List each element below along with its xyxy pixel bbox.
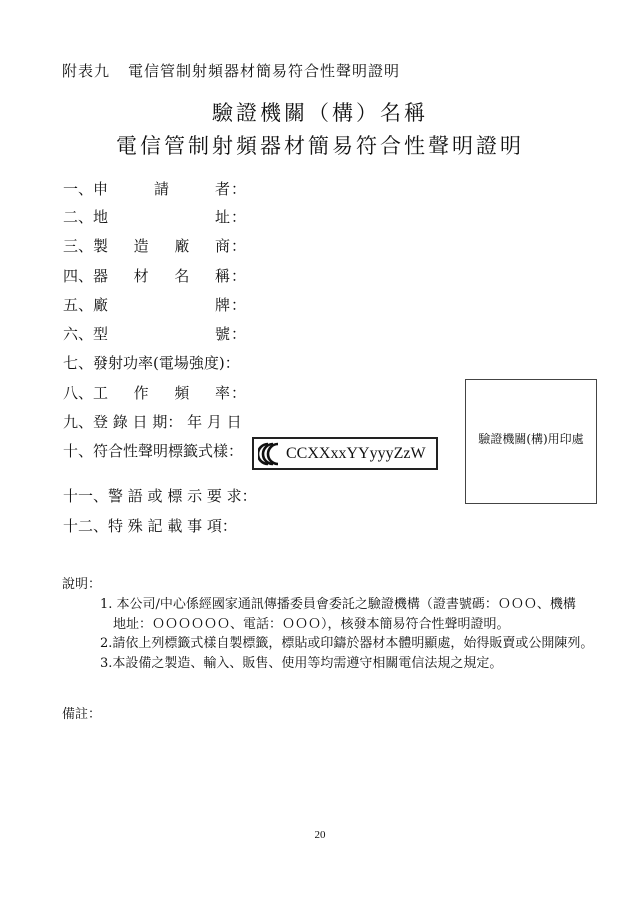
field-number: 六、 bbox=[63, 325, 94, 343]
field-label: 申 請 者 bbox=[93, 180, 230, 198]
field-address bbox=[63, 206, 246, 227]
field-equipment-name bbox=[63, 265, 246, 286]
field-label: 器 材 名 稱 bbox=[93, 267, 230, 285]
field-applicant bbox=[63, 178, 246, 199]
field-registration-date bbox=[63, 411, 242, 432]
field-number: 二、 bbox=[63, 208, 94, 226]
remarks-label: 備註： bbox=[62, 707, 102, 722]
field-label: 廠 牌 bbox=[93, 296, 231, 314]
field-number: 一、 bbox=[63, 180, 94, 198]
field-number: 十一、 bbox=[63, 487, 109, 505]
appendix-header bbox=[62, 60, 400, 81]
field-transmit-power bbox=[63, 352, 240, 373]
field-label: 符合性聲明標籤式樣： bbox=[93, 442, 244, 460]
field-colon: ： bbox=[231, 325, 247, 343]
field-frequency bbox=[63, 382, 246, 403]
field-colon: ： bbox=[231, 237, 247, 255]
field-label: 特 殊 記 載 事 項： bbox=[108, 517, 237, 535]
field-label-sample bbox=[63, 440, 243, 461]
field-label: 發射功率(電場強度)： bbox=[93, 354, 240, 372]
document-title: 電信管制射頻器材簡易符合性聲明證明 bbox=[116, 134, 524, 158]
field-number: 十、 bbox=[63, 442, 94, 460]
field-number: 三、 bbox=[63, 237, 94, 255]
field-brand bbox=[63, 294, 246, 315]
field-model bbox=[63, 323, 246, 344]
notes-title: 說明： bbox=[62, 577, 102, 592]
certification-stamp-box bbox=[465, 379, 597, 504]
field-manufacturer bbox=[63, 235, 246, 256]
field-label: 製 造 廠 商 bbox=[93, 237, 230, 255]
field-label: 型 號 bbox=[93, 325, 231, 343]
field-label: 警 語 或 標 示 要 求： bbox=[108, 487, 257, 505]
field-colon: ： bbox=[231, 180, 247, 198]
compliance-label-code: CCXXxxYYyyyZzW bbox=[286, 444, 426, 462]
appendix-title: 電信管制射頻器材簡易符合性聲明證明 bbox=[128, 62, 401, 80]
field-label: 工 作 頻 率 bbox=[93, 384, 230, 402]
note-item-2: 2.請依上列標籤式樣自製標籤，標貼或印鑄於器材本體明顯處，始得販賣或公開陳列。 bbox=[100, 636, 594, 651]
note-item-1: 1. 本公司/中心係經國家通訊傳播委員會委託之驗證機構（證書號碼：ＯＯＯ、機構 bbox=[100, 597, 576, 612]
compliance-label-sample bbox=[252, 437, 438, 470]
field-number: 七、 bbox=[63, 354, 94, 372]
field-number: 九、 bbox=[63, 413, 94, 431]
stamp-box-label: 驗證機關(構)用印處 bbox=[478, 432, 584, 446]
field-number: 五、 bbox=[63, 296, 94, 314]
field-label: 登 錄 日 期： 年 月 日 bbox=[93, 413, 242, 431]
field-colon: ： bbox=[231, 296, 247, 314]
note-item-1-continued: 地址：ＯＯＯＯＯＯ、電話：ＯＯＯ），核發本簡易符合性聲明證明。 bbox=[113, 617, 510, 632]
appendix-number: 附表九 bbox=[62, 62, 111, 80]
field-colon: ： bbox=[231, 267, 247, 285]
field-warnings bbox=[63, 485, 257, 506]
ncc-compliance-mark-icon bbox=[258, 442, 284, 466]
field-number: 八、 bbox=[63, 384, 94, 402]
field-number: 四、 bbox=[63, 267, 94, 285]
field-number: 十二、 bbox=[63, 517, 109, 535]
field-colon: ： bbox=[231, 384, 247, 402]
note-item-3: 3.本設備之製造、輸入、販售、使用等均需遵守相關電信法規之規定。 bbox=[100, 656, 503, 671]
page-number: 20 bbox=[314, 829, 326, 841]
field-special-notes bbox=[63, 515, 237, 536]
field-colon: ： bbox=[231, 208, 247, 226]
field-label: 地 址 bbox=[93, 208, 231, 226]
certifying-body-title: 驗證機關（構）名稱 bbox=[212, 101, 428, 125]
